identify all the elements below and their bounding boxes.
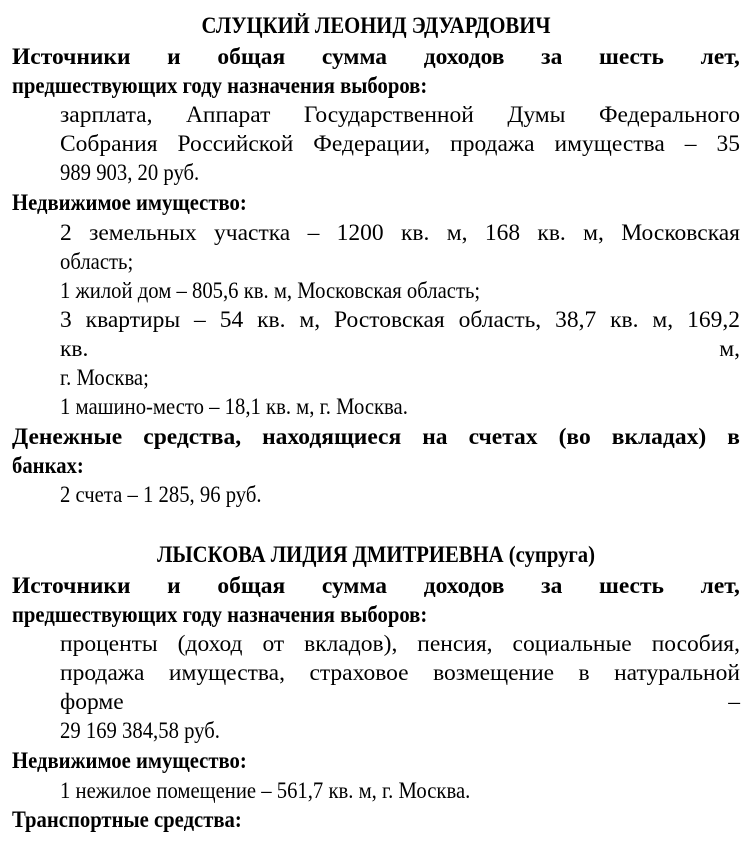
word: вкладах) — [611, 424, 707, 450]
word: страховое — [309, 660, 409, 686]
word: м, — [446, 220, 468, 246]
word: Федерации, — [313, 131, 431, 157]
word: пенсия, — [417, 631, 493, 657]
spouse-income-line-2 — [60, 659, 740, 688]
real-estate-line-1 — [60, 219, 740, 248]
word: в — [727, 424, 740, 450]
word: в — [578, 660, 590, 686]
word: квартиры — [85, 307, 181, 333]
word: Ростовская — [334, 307, 445, 333]
word: продажа — [60, 660, 145, 686]
word: за — [541, 44, 563, 70]
income-text-line-1 — [60, 101, 740, 130]
word: 2 — [60, 220, 72, 246]
word: Государственной — [303, 102, 474, 128]
real-estate-line-2: область; — [60, 249, 134, 275]
word: 3 — [60, 307, 72, 333]
word: Источники — [12, 573, 131, 599]
word: общая — [217, 44, 286, 70]
word: зарплата, — [60, 102, 153, 128]
word: натуральной — [614, 660, 740, 686]
word: средства, — [143, 424, 242, 450]
word: возмещение — [433, 660, 555, 686]
word: Российской — [177, 131, 294, 157]
word: и — [167, 44, 181, 70]
word: м, — [652, 307, 674, 333]
word: 38,7 — [555, 307, 597, 333]
bank-accounts-line-1: 2 счета – 1 285, 96 руб. — [60, 482, 262, 508]
word: за — [541, 573, 563, 599]
real-estate-heading: Недвижимое имущество: — [12, 190, 247, 216]
word: имущества — [554, 131, 665, 157]
spouse-income-heading-line-1 — [12, 572, 740, 601]
income-heading-line-2: предшествующих году назначения выборов: — [12, 73, 428, 99]
word: участка — [214, 220, 291, 246]
word: форме — [60, 689, 124, 715]
word: Думы — [507, 102, 566, 128]
word: проценты — [60, 631, 158, 657]
real-estate-line-5 — [60, 335, 740, 364]
spouse-real-estate-heading: Недвижимое имущество: — [12, 748, 247, 774]
word: 169,2 — [687, 307, 740, 333]
word: – — [728, 689, 740, 715]
word: Московская — [621, 220, 740, 246]
spouse-income-line-4: 29 169 384,58 руб. — [60, 718, 220, 744]
word: – — [307, 220, 320, 246]
word: кв. — [610, 307, 639, 333]
spouse-income-line-3 — [60, 688, 740, 717]
word: общая — [217, 573, 286, 599]
word: кв. — [401, 220, 430, 246]
income-text-line-2 — [60, 130, 740, 159]
word: земельных — [89, 220, 197, 246]
word: социальные — [512, 631, 632, 657]
income-heading-line-1 — [12, 43, 740, 72]
word: продажа — [450, 131, 535, 157]
spouse-income-heading-line-2: предшествующих году назначения выборов: — [12, 602, 428, 628]
word: лет, — [700, 573, 740, 599]
word: область, — [458, 307, 542, 333]
bank-accounts-heading-line-2: банках: — [12, 453, 84, 479]
word: Аппарат — [185, 102, 271, 128]
person-name-heading: СЛУЦКИЙ ЛЕОНИД ЭДУАРДОВИЧ — [201, 13, 551, 39]
word: шесть — [599, 573, 664, 599]
word: доходов — [423, 44, 505, 70]
word: на — [422, 424, 448, 450]
word: сумма — [321, 573, 388, 599]
spouse-name-heading: ЛЫСКОВА ЛИДИЯ ДМИТРИЕВНА (супруга) — [156, 542, 596, 568]
word: (доход — [177, 631, 243, 657]
word: – — [194, 307, 206, 333]
spouse-income-line-1 — [60, 630, 740, 659]
word: Федерального — [598, 102, 740, 128]
word: шесть — [599, 44, 664, 70]
real-estate-line-6: г. Москва; — [60, 365, 149, 391]
word: счетах — [468, 424, 538, 450]
word: кв. — [257, 307, 286, 333]
spouse-vehicles-heading: Транспортные средства: — [12, 807, 242, 833]
word: кв. — [537, 220, 566, 246]
word: Денежные — [12, 424, 123, 450]
spouse-real-estate-line-1: 1 нежилое помещение – 561,7 кв. м, г. Москва. — [60, 778, 471, 804]
word: м, — [299, 307, 321, 333]
real-estate-line-3: 1 жилой дом – 805,6 кв. м, Московская область; — [60, 278, 481, 304]
word: Собрания — [60, 131, 158, 157]
income-text-line-3: 989 903, 20 руб. — [60, 160, 200, 186]
word: 168 — [484, 220, 521, 246]
word: лет, — [700, 44, 740, 70]
real-estate-line-7: 1 машино-место – 18,1 кв. м, г. Москва. — [60, 394, 408, 420]
word: Источники — [12, 44, 131, 70]
word: пособия, — [651, 631, 740, 657]
word: находящиеся — [262, 424, 402, 450]
word: кв. — [60, 336, 89, 362]
real-estate-line-4 — [60, 306, 740, 335]
word: и — [167, 573, 181, 599]
word: имущества, — [168, 660, 285, 686]
word: 1200 — [336, 220, 384, 246]
word: 35 — [716, 131, 740, 157]
word: от — [262, 631, 285, 657]
word: м, — [583, 220, 604, 246]
word: вкладов), — [304, 631, 398, 657]
word: 54 — [219, 307, 244, 333]
word: сумма — [321, 44, 388, 70]
word: (во — [558, 424, 591, 450]
word: м, — [719, 336, 740, 362]
word: – — [684, 131, 697, 157]
word: доходов — [423, 573, 505, 599]
bank-accounts-heading-line-1 — [12, 423, 740, 452]
